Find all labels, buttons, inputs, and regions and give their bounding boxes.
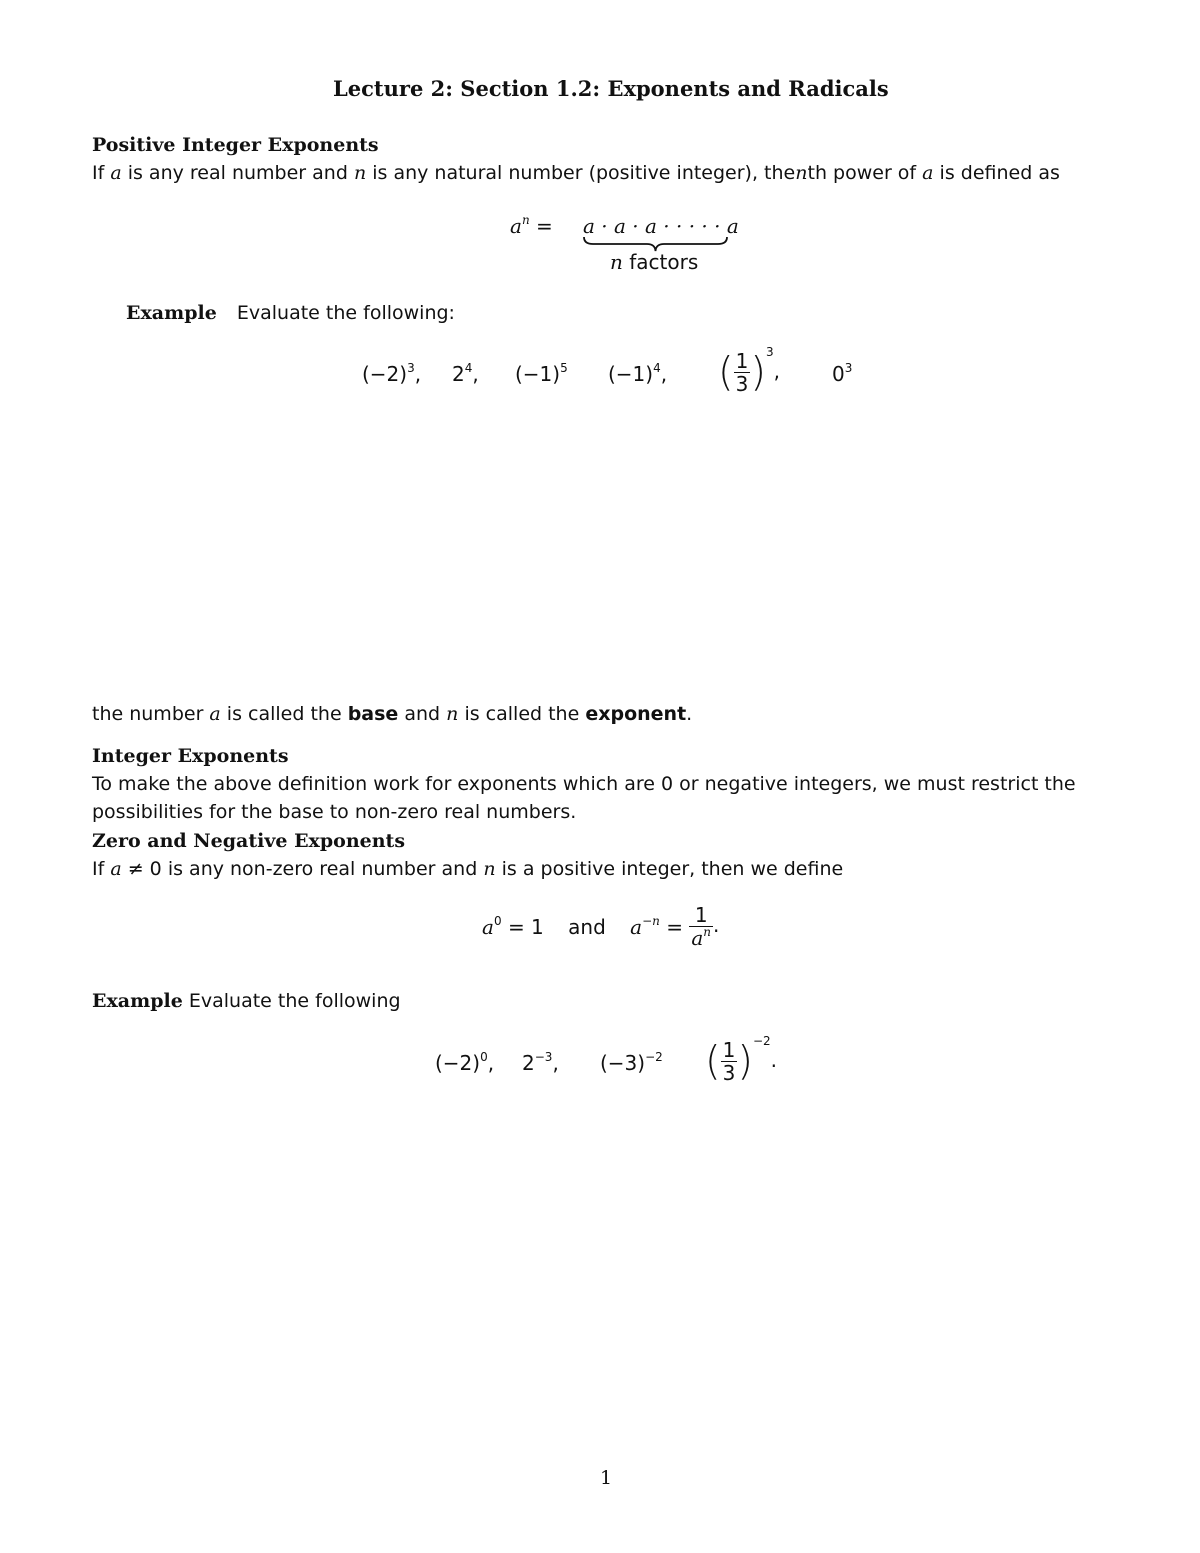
underbrace-label [610, 250, 698, 274]
separator: , [773, 359, 780, 383]
var-n: n [446, 703, 459, 725]
base: 2 [522, 1051, 535, 1075]
var-n: n [795, 162, 808, 184]
example-2 [92, 990, 401, 1012]
example-2-expr-c [600, 1051, 663, 1075]
definition-positive-exponent [92, 162, 1060, 184]
integer-paragraph-line-1: To make the above definition work for exponents which are 0 or negative integers, we must restrict the [92, 773, 1076, 795]
text: . [686, 703, 693, 725]
example-1-expr-b [452, 362, 479, 386]
var-n: n [703, 925, 712, 939]
text: If [92, 162, 105, 184]
denominator: 3 [735, 372, 749, 396]
heading-zero-negative-exponents: Zero and Negative Exponents [92, 830, 406, 852]
heading-positive-integer-exponents: Positive Integer Exponents [92, 134, 379, 156]
var-a: a [209, 703, 221, 725]
separator: , [487, 1051, 495, 1075]
exponent: 0 [493, 913, 502, 928]
example-label: Example [126, 302, 217, 324]
exponent: −2 [645, 1050, 663, 1064]
right-paren: ) [737, 1038, 753, 1085]
example-1 [126, 302, 455, 324]
page-number: 1 [600, 1467, 613, 1489]
denominator: 3 [722, 1061, 736, 1085]
base: 2 [452, 362, 465, 386]
equals-one: = 1 [507, 914, 544, 939]
integer-paragraph-line-2: possibilities for the base to non-zero real numbers. [92, 801, 577, 823]
text: If [92, 858, 105, 880]
numerator: 1 [735, 349, 749, 373]
exponent: 4 [464, 361, 473, 375]
var-a: a [110, 162, 122, 184]
exponent: 4 [653, 361, 661, 375]
exponent: −3 [534, 1050, 553, 1064]
exponent [703, 925, 711, 939]
fraction [734, 350, 751, 395]
eq-base: a [510, 214, 522, 238]
var-a: a [922, 162, 934, 184]
exponent: 3 [407, 361, 415, 375]
text: th power of [807, 162, 917, 184]
right-paren: ) [750, 349, 766, 396]
eq-equals: = [536, 214, 553, 238]
separator: . [770, 1048, 778, 1072]
example-label: Example [92, 990, 183, 1012]
var-n: n [483, 858, 496, 880]
power-definition-product: a · a · a · · · · · a [583, 214, 739, 238]
heading-integer-exponents: Integer Exponents [92, 745, 289, 767]
example-2-expr-b [522, 1051, 559, 1075]
numerator: 1 [722, 1038, 736, 1062]
separator: , [552, 1051, 559, 1075]
zero-negative-equation [482, 904, 719, 949]
example-1-expr-c [515, 362, 568, 386]
text: is defined as [939, 162, 1060, 184]
text: is any non-zero real number and [167, 858, 478, 880]
power-definition-lhs [510, 214, 553, 238]
exponent: 3 [844, 361, 853, 375]
example-text: Evaluate the following [188, 990, 401, 1012]
not-equal-zero: ≠ 0 [127, 858, 162, 880]
exponent: 0 [480, 1050, 488, 1064]
var-n: n [353, 162, 367, 184]
example-1-expr-d [608, 362, 667, 386]
definition-zero-negative [92, 858, 843, 880]
example-1-expr-f [832, 362, 852, 386]
left-paren: ( [718, 349, 734, 396]
var-a: a [110, 858, 122, 880]
separator: , [660, 362, 668, 386]
exponent: 3 [765, 345, 774, 359]
var-a: a [630, 914, 643, 939]
base: (−2) [362, 362, 408, 386]
term-exponent: exponent [585, 703, 687, 725]
text: the number [92, 703, 204, 725]
fraction [689, 904, 713, 949]
text: is a positive integer, then we define [501, 858, 844, 880]
base: (−3) [600, 1051, 646, 1075]
text: is called the [464, 703, 580, 725]
base: (−2) [435, 1051, 481, 1075]
fraction [721, 1039, 738, 1084]
left-paren: ( [705, 1038, 721, 1085]
equals: = [666, 914, 683, 939]
exponent: −2 [752, 1034, 771, 1048]
page-title: Lecture 2: Section 1.2: Exponents and Radicals [333, 76, 889, 101]
text: is called the [226, 703, 342, 725]
var-a: a [691, 926, 704, 950]
eq-exp: n [521, 213, 530, 227]
base-exponent-sentence [92, 703, 692, 725]
term-base: base [347, 703, 399, 725]
example-2-expr-d [705, 1034, 778, 1085]
separator: , [472, 362, 479, 386]
var-a: a [482, 914, 494, 939]
text: factors [629, 250, 699, 274]
text: is any natural number (positive integer), the [372, 162, 796, 184]
denominator [689, 927, 713, 949]
numerator: 1 [689, 904, 713, 927]
separator: , [414, 362, 422, 386]
text: is any real number and [127, 162, 348, 184]
text: and [404, 703, 441, 725]
exponent: 5 [560, 361, 568, 375]
var-n: n [610, 250, 623, 274]
example-1-expr-e [718, 345, 780, 396]
example-2-expr-a [435, 1051, 494, 1075]
example-1-expr-a [362, 362, 421, 386]
base: (−1) [515, 362, 561, 386]
and-word: and [568, 914, 606, 939]
example-text: Evaluate the following: [236, 302, 455, 324]
base: 0 [832, 362, 845, 386]
period: . [713, 913, 720, 937]
exponent: −n [642, 913, 660, 928]
base: (−1) [608, 362, 654, 386]
